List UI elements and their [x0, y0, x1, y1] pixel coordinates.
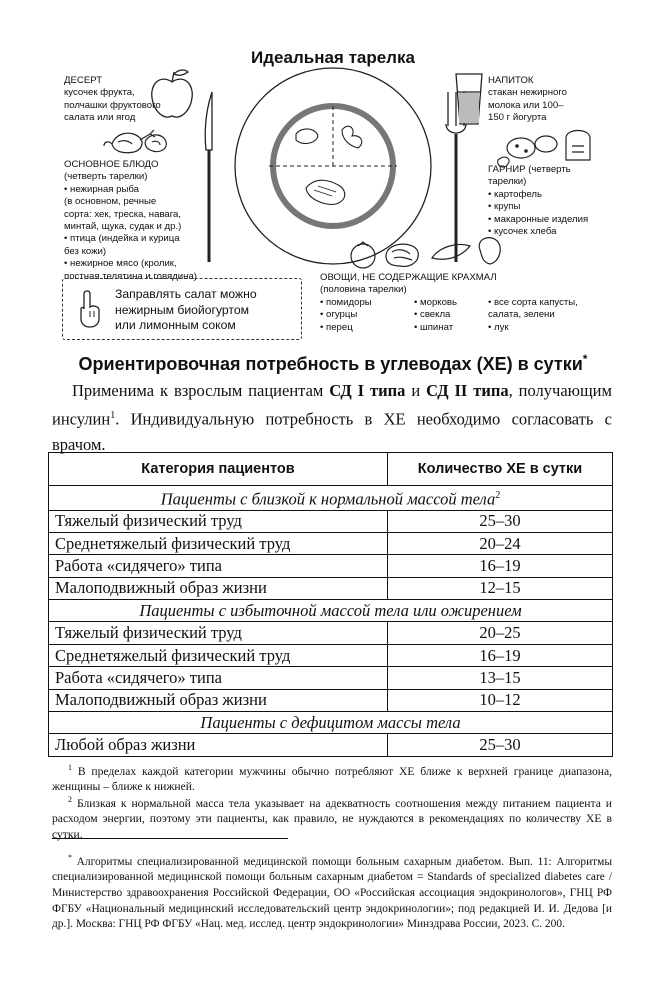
table-row [49, 622, 613, 644]
table-row [49, 510, 613, 532]
intro-type2: СД II типа [426, 381, 509, 400]
main-course-line: минтай, щука, судак и др.) [64, 221, 182, 233]
main-course-line: сорта: хек, треска, навага, [64, 208, 182, 220]
main-course-line: ОСНОВНОЕ БЛЮДО [64, 159, 159, 170]
table-row [49, 532, 613, 554]
vegetable-item: • перец [320, 321, 353, 333]
group-title-text: Пациенты с близкой к нормальной массой тела [160, 489, 496, 509]
intro-type1: СД I типа [329, 381, 406, 400]
vegetables-title-line: (половина тарелки) [320, 284, 407, 296]
footnote-mark: * [68, 853, 72, 862]
drink-caption [488, 75, 567, 125]
drink-line: стакан нежирного [488, 87, 568, 99]
footnote-ref: 1 [110, 410, 116, 421]
table-group-row [49, 486, 613, 511]
xe-value-cell: 16–19 [388, 644, 613, 666]
category-cell: Среднетяжелый физический труд [49, 532, 388, 554]
plate-icon [235, 68, 431, 264]
tip-box [62, 278, 302, 340]
xe-value-cell: 25–30 [388, 734, 613, 756]
bread-icon [566, 131, 590, 161]
vegetable-item: • все сорта капусты, [488, 297, 578, 308]
garnish-line: • макаронные изделия [488, 213, 589, 225]
intro-text: . Индивидуальную потребность в ХЕ необходимо согласовать с врачом. [52, 409, 612, 454]
group-title [49, 486, 613, 511]
footnote-mark: 2 [68, 795, 72, 804]
table-header-row [49, 453, 613, 486]
category-cell: Тяжелый физический труд [49, 622, 388, 644]
main-course-caption [64, 159, 197, 283]
xe-table [48, 452, 613, 757]
vegetable-item: • помидоры [320, 297, 372, 308]
section-title [0, 352, 666, 375]
dessert-line: салата или ягод [64, 112, 136, 124]
garnish-line: • картофель [488, 188, 543, 200]
dessert-caption [64, 75, 161, 125]
dessert-line: ДЕСЕРТ [64, 75, 103, 86]
footnote-2 [52, 792, 612, 842]
table-row [49, 577, 613, 599]
tip-text [115, 287, 257, 334]
tip-line: нежирным биойогуртом [115, 302, 250, 317]
vegetables-icon [351, 238, 500, 268]
reference-footnote [52, 850, 612, 933]
table-row [49, 667, 613, 689]
group-title: Пациенты с избыточной массой тела или ожирением [49, 600, 613, 622]
column-header: Категория пациентов [49, 453, 388, 486]
vegetable-item: • свекла [414, 309, 451, 321]
xe-value-cell: 20–24 [388, 532, 613, 554]
table-row [49, 555, 613, 577]
garnish-line: ГАРНИР (четверть [488, 164, 571, 175]
main-course-line: • нежирное мясо (кролик, [64, 258, 177, 270]
main-course-line: без кожи) [64, 245, 107, 257]
category-cell: Среднетяжелый физический труд [49, 644, 388, 666]
drink-line: 150 г йогурта [488, 112, 547, 124]
pointing-hand-icon [77, 289, 103, 329]
garnish-caption [488, 164, 588, 238]
footnote-mark: 1 [68, 763, 72, 772]
footnote-text: Близкая к нормальной масса тела указывает на адекватность соотношения между питанием пациента и расходом энергии, поэтому эти пациенты, как правило, не нуждаются в рекомендациях по количеству ХЕ в сутки. [52, 796, 612, 841]
main-course-line: • нежирная рыба [64, 183, 139, 195]
dessert-line: полчашки фруктового [64, 99, 161, 111]
vegetable-item: • огурцы [320, 309, 358, 321]
intro-and: и [405, 381, 427, 400]
tip-line: или лимонным соком [115, 318, 236, 332]
dessert-line: кусочек фрукта, [64, 87, 135, 99]
plate-title: Идеальная тарелка [251, 48, 415, 67]
table-row [49, 689, 613, 711]
vegetables-title-line: ОВОЩИ, НЕ СОДЕРЖАЩИЕ КРАХМАЛ [320, 272, 497, 283]
main-course-line: постная телятина и говядина) [64, 270, 197, 282]
glass-icon [456, 74, 482, 124]
xe-value-cell: 25–30 [388, 510, 613, 532]
xe-value-cell: 16–19 [388, 555, 613, 577]
table-group-row [49, 712, 613, 734]
footnote-ref: 2 [495, 490, 501, 501]
knife-icon [205, 92, 212, 262]
vegetable-item: • морковь [414, 297, 458, 308]
xe-value-cell: 10–12 [388, 689, 613, 711]
steak-icon [145, 135, 166, 152]
category-cell: Тяжелый физический труд [49, 510, 388, 532]
main-course-line: • птица (индейка и курица [64, 233, 180, 245]
reference-text: Алгоритмы специализированной медицинской помощи больным сахарным диабетом. Вып. 11: Алгоритмы специализированной медицинской помощи больным сахарным диабетом = Standards of specialized diabetes care / Министерство здравоохранения Российской Федерации, ОО «Российская ассоциация эндокринологов», ГНЦ РФ ФГБУ «Национальный медицинский исследовательский центр эндокринологии»; под редакцией И. И. Дедова [и др.]. Москва: ГНЦ РФ ФГБУ «Нац. мед. исслед. центр эндокринологии» Минздрава России, 2023. С. 200. [52, 855, 612, 931]
vegetables-col-1 [320, 297, 372, 334]
category-cell: Малоподвижный образ жизни [49, 689, 388, 711]
table-row [49, 644, 613, 666]
xe-value-cell: 13–15 [388, 667, 613, 689]
footnote-divider [52, 838, 288, 839]
footnote-1 [52, 760, 612, 795]
intro-paragraph [52, 378, 612, 457]
intro-text: Применима к взрослым пациентам [72, 381, 330, 400]
garnish-line: • кусочек хлеба [488, 226, 557, 238]
section-title-mark: * [582, 352, 588, 366]
category-cell: Работа «сидячего» типа [49, 555, 388, 577]
vegetable-item: салата, зелени [488, 309, 555, 321]
intro-text: , получающим инсулин [52, 381, 612, 429]
column-header: Количество ХЕ в сутки [388, 453, 613, 486]
section-title-text: Ориентировочная потребность в углеводах (ХЕ) в сутки [78, 354, 583, 374]
tip-line: Заправлять салат можно [115, 287, 257, 301]
footnote-text: В пределах каждой категории мужчины обычно потребляют ХЕ ближе к верхней границе диапазона, женщины – ближе к нижней. [52, 764, 612, 794]
category-cell: Работа «сидячего» типа [49, 667, 388, 689]
potato-icon [507, 136, 557, 158]
vegetables-col-2 [414, 297, 457, 334]
main-course-line: (в основном, речные [64, 196, 157, 208]
group-title: Пациенты с дефицитом массы тела [49, 712, 613, 734]
vegetables-caption [320, 272, 497, 297]
vegetable-item: • шпинат [414, 321, 454, 333]
meat-icon [104, 130, 155, 153]
category-cell: Малоподвижный образ жизни [49, 577, 388, 599]
drink-line: молока или 100– [488, 99, 564, 111]
table-group-row [49, 600, 613, 622]
xe-value-cell: 12–15 [388, 577, 613, 599]
garnish-line: • крупы [488, 201, 521, 213]
garnish-line: тарелки) [488, 176, 527, 188]
vegetable-item: • лук [488, 321, 509, 333]
category-cell: Любой образ жизни [49, 734, 388, 756]
table-row [49, 734, 613, 756]
xe-value-cell: 20–25 [388, 622, 613, 644]
main-course-line: (четверть тарелки) [64, 171, 148, 183]
vegetables-col-3 [488, 297, 578, 334]
drink-line: НАПИТОК [488, 75, 534, 86]
